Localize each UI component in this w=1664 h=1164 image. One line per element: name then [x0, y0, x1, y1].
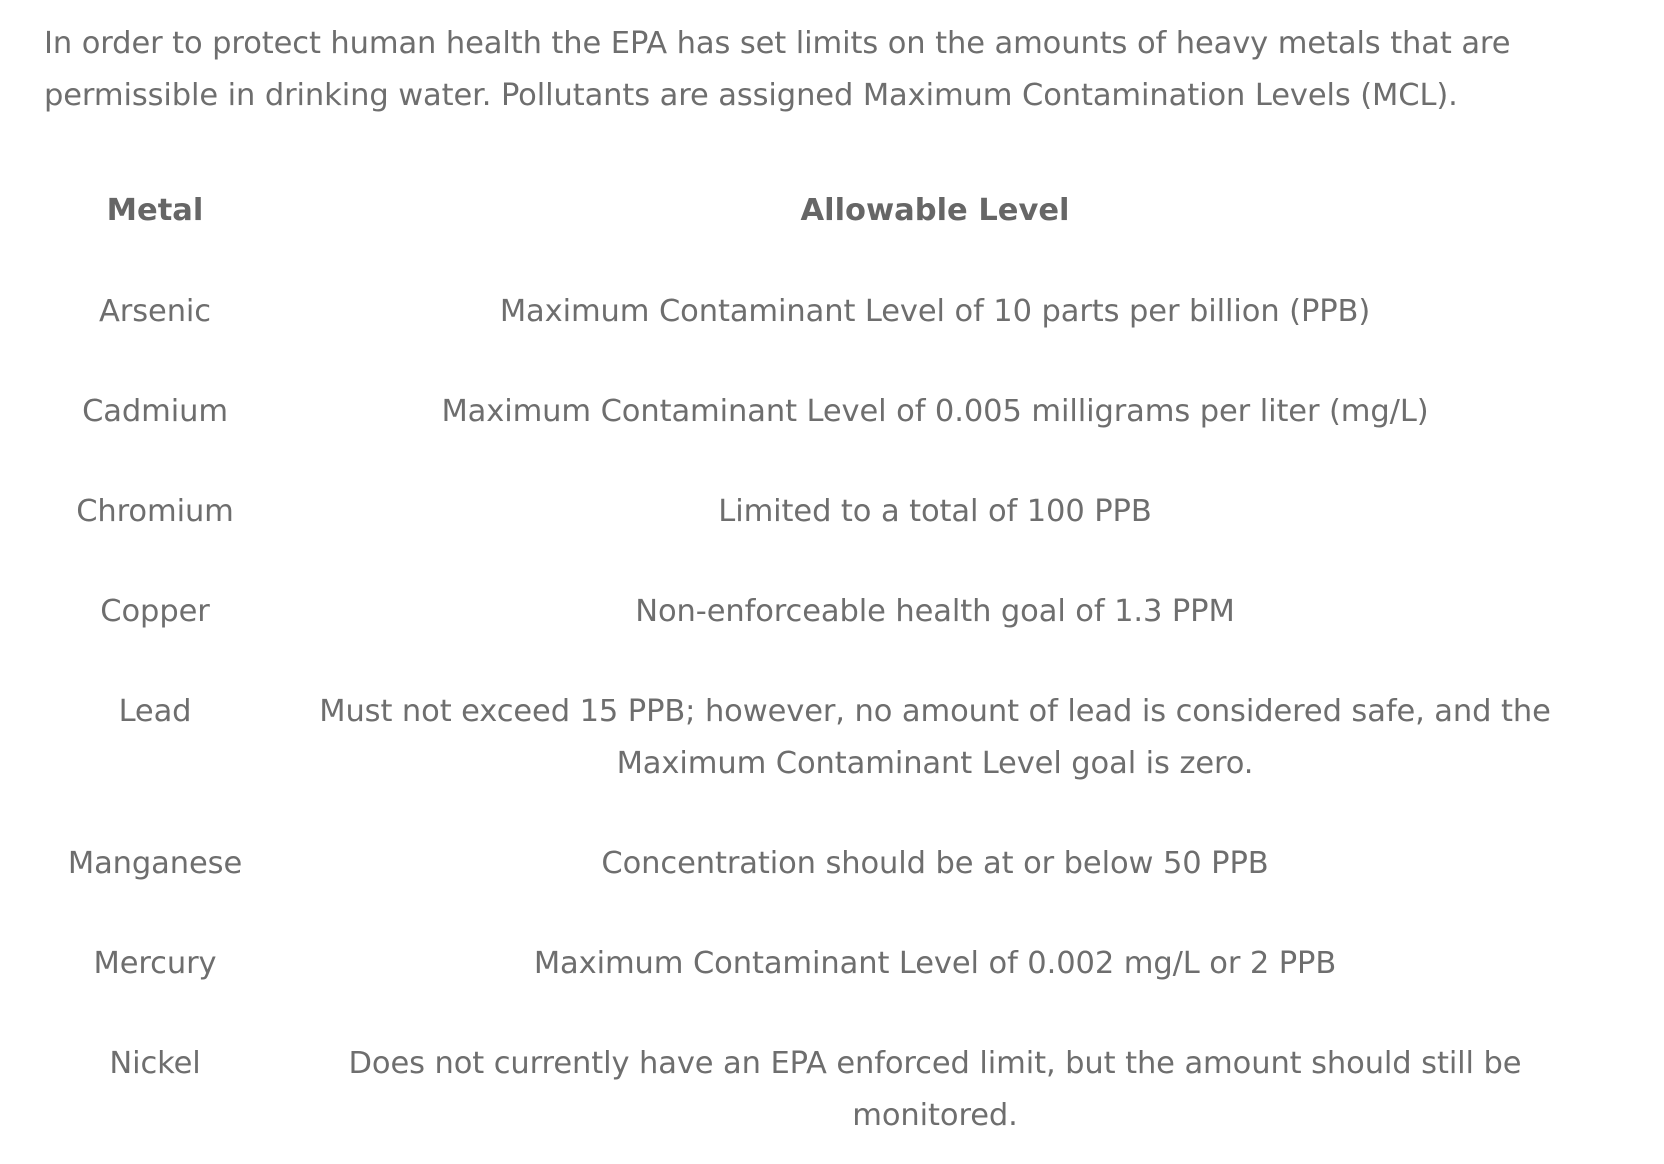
- table-row: [34, 812, 1594, 912]
- table-row: [34, 912, 1594, 1012]
- metal-name: Manganese: [67, 846, 243, 881]
- allowable-level: Does not currently have an EPA enforced limit, but the amount should still be monitored.: [348, 1046, 1522, 1133]
- metal-name: Nickel: [109, 1046, 201, 1081]
- metal-name: Copper: [100, 594, 210, 629]
- metal-name: Cadmium: [82, 394, 228, 429]
- table-row: [34, 560, 1594, 660]
- header-allowable-level: Allowable Level: [800, 192, 1070, 228]
- metal-name: Arsenic: [99, 294, 211, 329]
- metal-name: Chromium: [76, 494, 234, 529]
- intro-paragraph: In order to protect human health the EPA has set limits on the amounts of heavy metals that are permissible in drinking water. Pollutants are assigned Maximum Contamination Levels (MCL).: [44, 26, 1511, 113]
- table-row: [34, 660, 1594, 812]
- table-row: [34, 460, 1594, 560]
- table-row: [34, 1012, 1594, 1164]
- metal-name: Lead: [118, 694, 192, 729]
- allowable-level: Limited to a total of 100 PPB: [718, 494, 1152, 529]
- header-metal: Metal: [106, 192, 204, 228]
- allowable-level: Maximum Contaminant Level of 0.002 mg/L or 2 PPB: [533, 946, 1337, 981]
- allowable-level: Must not exceed 15 PPB; however, no amount of lead is considered safe, and the Maximum Contaminant Level goal is zero.: [319, 694, 1551, 781]
- heavy-metals-table: [34, 160, 1594, 1164]
- allowable-level: Non-enforceable health goal of 1.3 PPM: [635, 594, 1235, 629]
- allowable-level: Maximum Contaminant Level of 10 parts per billion (PPB): [499, 294, 1371, 329]
- allowable-level: Concentration should be at or below 50 PPB: [601, 846, 1269, 881]
- table-row: [34, 260, 1594, 360]
- metal-name: Mercury: [93, 946, 217, 981]
- allowable-level: Maximum Contaminant Level of 0.005 milligrams per liter (mg/L): [441, 394, 1429, 429]
- table-header-row: [34, 160, 1594, 260]
- table-row: [34, 360, 1594, 460]
